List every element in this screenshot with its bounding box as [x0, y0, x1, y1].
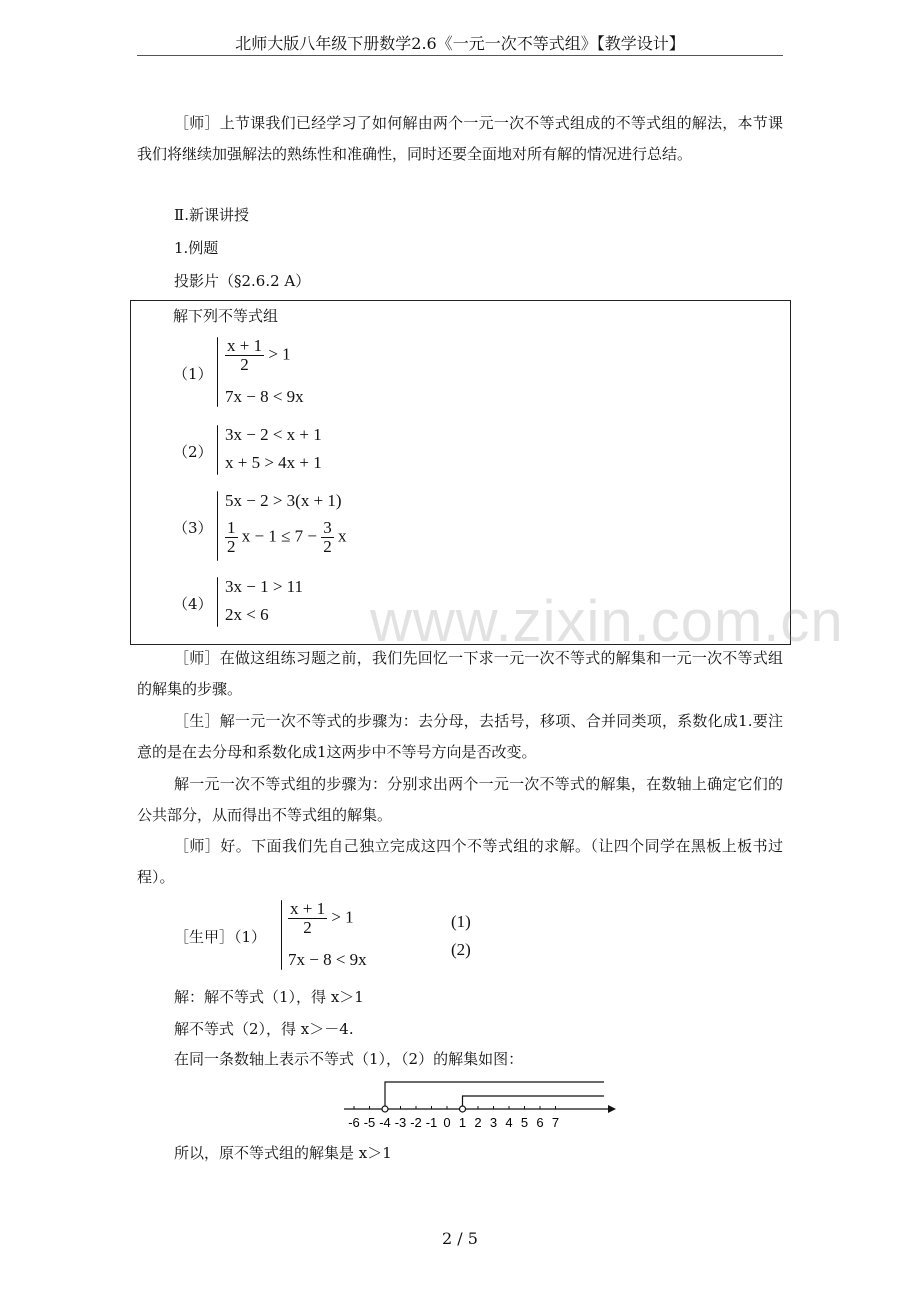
student-a-label: ［生甲］（1） [174, 928, 267, 946]
problem-1-rest: > 1 [268, 344, 291, 364]
page-header: 北师大版八年级下册数学2.6《一元一次不等式组》【教学设计】 [235, 34, 685, 53]
projection-label: 投影片（§2.6.2 A） [174, 272, 311, 290]
section-title: Ⅱ.新课讲授 [174, 206, 249, 224]
range-x-gt-1 [463, 1096, 605, 1109]
problem-3-brace [217, 491, 218, 561]
problem-1-brace [217, 337, 218, 407]
open-point [382, 1106, 388, 1112]
problem-3-frac-b-num: 3 [323, 518, 332, 537]
tick-label: -2 [410, 1115, 422, 1130]
problem-3-end: x [338, 526, 347, 546]
student-a-ineq-1 [288, 900, 354, 937]
problem-1-ineq-1 [225, 337, 291, 374]
problem-2-label: （2） [173, 443, 213, 461]
watermark: www.zixin.com.cn [370, 589, 844, 654]
problem-2-ineq-1: 3x − 2 < x + 1 [225, 425, 322, 444]
problem-1-ineq-2: 7x − 8 < 9x [225, 387, 304, 406]
student-a-tag-1: (1) [451, 912, 471, 931]
number-line-arrow [608, 1105, 616, 1113]
problem-4-brace [217, 577, 218, 627]
tick-label: 1 [458, 1115, 467, 1130]
solution-line-1: 解：解不等式（1），得 x＞1 [174, 988, 364, 1006]
problem-2-ineq-2: x + 5 > 4x + 1 [225, 453, 322, 472]
tick-label: 7 [551, 1115, 560, 1130]
tick-label: -5 [363, 1115, 376, 1130]
number-line-figure [340, 1076, 620, 1136]
student-paragraph: ［生］解一元一次不等式的步骤为：去分母，去括号，移项、合并同类项，系数化成1.要注意的是在去分母和系数化成1这两步中不等号方向是否改变。 [137, 712, 783, 761]
problem-4-ineq-2: 2x < 6 [225, 605, 269, 624]
tick-label: -1 [425, 1115, 438, 1130]
student-a-frac-den: 2 [303, 918, 312, 937]
problem-3-frac-b-den: 2 [323, 537, 332, 556]
problem-3-mid: x − 1 ≤ 7 − [241, 526, 318, 546]
tick-label: 4 [505, 1115, 513, 1130]
student-a-brace [281, 900, 282, 970]
solution-line-3: 在同一条数轴上表示不等式（1），（2）的解集如图： [174, 1050, 524, 1068]
problem-3-frac-a-den: 2 [227, 537, 236, 556]
steps-paragraph: 解一元一次不等式组的步骤为：分别求出两个一元一次不等式的解集，在数轴上确定它们的公共部分，从而得出不等式组的解集。 [137, 775, 783, 824]
tick-label: 3 [489, 1115, 498, 1130]
problem-4-label: （4） [173, 595, 213, 613]
box-title: 解下列不等式组 [173, 307, 279, 325]
open-point [460, 1106, 466, 1112]
student-a-rest: > 1 [331, 907, 354, 927]
solution-line-2: 解不等式（2），得 x＞－4. [174, 1020, 354, 1038]
intro-paragraph: ［师］上节课我们已经学习了如何解由两个一元一次不等式组成的不等式组的解法，本节课我们将继续加强解法的熟练性和准确性，同时还要全面地对所有解的情况进行总结。 [137, 114, 783, 163]
problem-1-frac-den: 2 [240, 355, 249, 374]
number-line [344, 1082, 616, 1130]
tick-label: 2 [474, 1115, 482, 1130]
student-a-frac-num: x + 1 [290, 899, 326, 918]
example-title: 1.例题 [174, 239, 219, 257]
tick-label: -4 [379, 1115, 391, 1130]
problem-3-frac-a-num: 1 [227, 518, 236, 537]
problem-3-label: （3） [173, 519, 213, 537]
problem-1-label: （1） [173, 365, 213, 383]
problem-3-ineq-1: 5x − 2 > 3(x + 1) [225, 491, 342, 510]
student-a-ineq-2: 7x − 8 < 9x [288, 950, 367, 969]
page-number: 2 / 5 [442, 1229, 478, 1248]
tick-label: -6 [348, 1115, 360, 1130]
tick-label: 5 [520, 1115, 529, 1130]
problem-3-ineq-2 [225, 519, 347, 556]
teacher2-paragraph: ［师］好。下面我们先自己独立完成这四个不等式组的求解。（让四个同学在黑板上板书过程）。 [137, 837, 783, 886]
header-divider [137, 55, 783, 56]
conclusion: 所以，原不等式组的解集是 x＞1 [174, 1144, 392, 1162]
problem-2-brace [217, 425, 218, 475]
tick-label: 0 [443, 1115, 451, 1130]
problem-4-ineq-1: 3x − 1 > 11 [225, 577, 304, 596]
teacher-paragraph: ［师］在做这组练习题之前，我们先回忆一下求一元一次不等式的解集和一元一次不等式组的解集的步骤。 [137, 649, 783, 698]
student-a-tag-2: (2) [451, 940, 471, 959]
tick-label: 6 [536, 1115, 544, 1130]
tick-label: -3 [394, 1115, 407, 1130]
problem-1-frac-num: x + 1 [227, 336, 263, 355]
